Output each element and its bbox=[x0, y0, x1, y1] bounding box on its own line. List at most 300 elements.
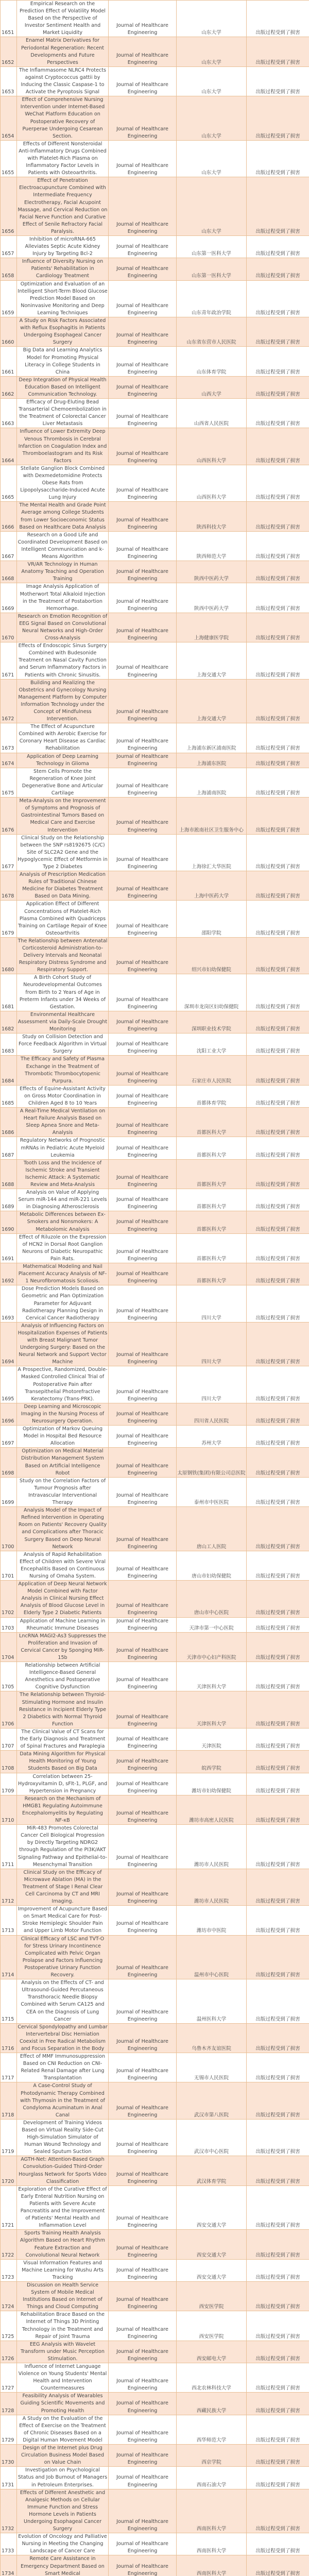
row-number: 1689 bbox=[1, 1189, 17, 1211]
table-row bbox=[1, 1728, 309, 1750]
institution: 潍坊市高密人民医院 bbox=[177, 1795, 247, 1824]
journal-name: Journal of Healthcare Engineering bbox=[109, 1632, 177, 1662]
retraction-status: 出版过程受到了损害 bbox=[247, 2185, 309, 2230]
institution: 绍兴市妇幼保健院 bbox=[177, 937, 247, 974]
institution: 陕西科技大学 bbox=[177, 502, 247, 531]
row-number: 1667 bbox=[1, 531, 17, 561]
journal-name: Journal of Healthcare Engineering bbox=[109, 96, 177, 141]
paper-title: Effect of Riluzole on the Expression of HCN2 in Dorsal Root Ganglion Neurons of Diabetic Neuropathic Pain Rats. bbox=[17, 1233, 109, 1263]
row-number: 1716 bbox=[1, 2023, 17, 2053]
institution: 首都医科大学 bbox=[177, 1211, 247, 1233]
retraction-status: 出版过程受到了损害 bbox=[247, 1773, 309, 1795]
institution: 上海浦东医院 bbox=[177, 753, 247, 768]
paper-title: Empirical Research on the Prediction Effect of Volatility Model Based on the Perspective of Investor Sentiment Health and Market Liquidity bbox=[17, 1, 109, 37]
journal-name: Journal of Healthcare Engineering bbox=[109, 502, 177, 531]
table-row bbox=[1, 2489, 309, 2533]
institution: 西南石油大学 bbox=[177, 2467, 247, 2489]
paper-title: VR/AR Technology in Human Anatomy Teaching and Operation Training bbox=[17, 561, 109, 583]
retraction-status: 出版过程受到了损害 bbox=[247, 1211, 309, 1233]
table-row bbox=[1, 1403, 309, 1425]
journal-name: Journal of Healthcare Engineering bbox=[109, 177, 177, 236]
row-number: 1663 bbox=[1, 399, 17, 428]
journal-name: Journal of Healthcare Engineering bbox=[109, 1426, 177, 1448]
row-number: 1724 bbox=[1, 2281, 17, 2311]
table-row bbox=[1, 280, 309, 317]
row-number: 1723 bbox=[1, 2259, 17, 2281]
journal-name: Journal of Healthcare Engineering bbox=[109, 1366, 177, 1403]
journal-name: Journal of Healthcare Engineering bbox=[109, 1581, 177, 1617]
institution: 沈阳工业大学 bbox=[177, 1033, 247, 1056]
retraction-status: 出版过程受到了损害 bbox=[247, 1477, 309, 1506]
institution: 山东大学 bbox=[177, 140, 247, 177]
retraction-status: 出版过程受到了损害 bbox=[247, 1189, 309, 1211]
retraction-status: 出版过程受到了损害 bbox=[247, 376, 309, 398]
retraction-status: 出版过程受到了损害 bbox=[247, 753, 309, 768]
paper-title: The Relationship between Thyroid-Stimulating Hormone and Insulin Resistance in Incipient Elderly Type 2 Diabetics with Normal Thyroid Function bbox=[17, 1691, 109, 1728]
row-number: 1719 bbox=[1, 2119, 17, 2156]
retraction-status: 出版过程受到了损害 bbox=[247, 66, 309, 96]
journal-name: Journal of Healthcare Engineering bbox=[109, 798, 177, 834]
paper-title: Image Analysis Application of Motherwort Total Alkaloid Injection in the Treatment of Postabortion Hemorrhage. bbox=[17, 583, 109, 613]
table-row bbox=[1, 1159, 309, 1189]
table-row bbox=[1, 1906, 309, 1935]
institution: 深圳市龙岗区妇幼保健院 bbox=[177, 974, 247, 1011]
paper-title: Optimization and Evaluation of an Intelligent Short-Term Blood Glucose Prediction Model Based on Noninvasive Monitoring and Deep Learning Techniques bbox=[17, 280, 109, 317]
retraction-status: 出版过程受到了损害 bbox=[247, 2156, 309, 2185]
row-number: 1693 bbox=[1, 1285, 17, 1322]
table-row bbox=[1, 2185, 309, 2230]
institution: 石家庄市人民医院 bbox=[177, 1056, 247, 1085]
row-number: 1687 bbox=[1, 1137, 17, 1159]
table-row bbox=[1, 1448, 309, 1477]
table-row bbox=[1, 502, 309, 531]
row-number: 1727 bbox=[1, 2363, 17, 2393]
journal-name: Journal of Healthcare Engineering bbox=[109, 2230, 177, 2259]
table-row bbox=[1, 901, 309, 937]
journal-name: Journal of Healthcare Engineering bbox=[109, 66, 177, 96]
journal-name: Journal of Healthcare Engineering bbox=[109, 1551, 177, 1580]
institution: 山东第一医科大学 bbox=[177, 258, 247, 280]
paper-title: Analysis on Value of Applying Serum miR-144 and miR-221 Levels in Diagnosing Atherosclerosis bbox=[17, 1189, 109, 1211]
institution: 陕西中医药大学 bbox=[177, 561, 247, 583]
institution: 武汉市第八医院 bbox=[177, 2082, 247, 2119]
retraction-status: 出版过程受到了损害 bbox=[247, 317, 309, 347]
retraction-status: 出版过程受到了损害 bbox=[247, 2415, 309, 2444]
retraction-status: 出版过程受到了损害 bbox=[247, 901, 309, 937]
table-row bbox=[1, 834, 309, 871]
table-row bbox=[1, 1551, 309, 1580]
row-number: 1685 bbox=[1, 1085, 17, 1107]
institution: 山西医科大学 bbox=[177, 428, 247, 465]
row-number: 1712 bbox=[1, 1869, 17, 1905]
journal-name: Journal of Healthcare Engineering bbox=[109, 1108, 177, 1137]
retraction-status: 出版过程受到了损害 bbox=[247, 1033, 309, 1056]
institution: 泰州市中医医院 bbox=[177, 1477, 247, 1506]
journal-name: Journal of Healthcare Engineering bbox=[109, 2489, 177, 2533]
table-row bbox=[1, 2415, 309, 2444]
retraction-status: 出版过程受到了损害 bbox=[247, 2393, 309, 2415]
institution: 山东第一医科大学 bbox=[177, 236, 247, 258]
paper-title: Relationship between Artificial Intelligence-Based General Anesthetics and Postoperative Cognitive Dysfunction bbox=[17, 1662, 109, 1691]
institution: 武汉体育学院 bbox=[177, 2156, 247, 2185]
row-number: 1698 bbox=[1, 1448, 17, 1477]
paper-title: Application of Deep Learning Technology in Glioma bbox=[17, 753, 109, 768]
row-number: 1659 bbox=[1, 280, 17, 317]
retraction-status: 出版过程受到了损害 bbox=[247, 1263, 309, 1285]
table-row bbox=[1, 37, 309, 66]
institution: 西京学院 bbox=[177, 2445, 247, 2467]
journal-name: Journal of Healthcare Engineering bbox=[109, 1, 177, 37]
row-number: 1656 bbox=[1, 177, 17, 236]
institution: 四川大学 bbox=[177, 1322, 247, 1366]
table-row bbox=[1, 1366, 309, 1403]
table-row bbox=[1, 1033, 309, 1056]
row-number: 1733 bbox=[1, 2533, 17, 2555]
table-row bbox=[1, 768, 309, 797]
paper-title: Environmental Healthcare Assessment via Daily-Scale Drought Monitoring bbox=[17, 1011, 109, 1033]
retraction-status: 出版过程受到了损害 bbox=[247, 399, 309, 428]
table-row bbox=[1, 2156, 309, 2185]
paper-title: Cervical Spondylopathy and Lumbar Intervertebral Disc Herniation Coexist in Free Radical Metabolism and Focus Separation in the Body bbox=[17, 2023, 109, 2053]
row-number: 1655 bbox=[1, 140, 17, 177]
table-row bbox=[1, 1085, 309, 1107]
row-number: 1709 bbox=[1, 1773, 17, 1795]
row-number: 1706 bbox=[1, 1691, 17, 1728]
paper-title: Clinical Efficacy of LSC and TVT-O for Stress Urinary Incontinence Complicated with Pelvic Organ Prolapse and Factors Influencing Postoperative Urinary Function Recovery. bbox=[17, 1935, 109, 1979]
retraction-status: 出版过程受到了损害 bbox=[247, 1159, 309, 1189]
row-number: 1718 bbox=[1, 2082, 17, 2119]
paper-title: Effects of Endoscopic Sinus Surgery Combined with Budesonide Treatment on Nasal Cavity Function and Serum Inflammatory Factors in Patients with Chronic Sinusitis. bbox=[17, 642, 109, 679]
paper-title: Optimization on Medical Material Distribution Management System Based on Artificial Intelligence Robot bbox=[17, 1448, 109, 1477]
row-number: 1722 bbox=[1, 2230, 17, 2259]
paper-title: Application of Deep Neural Network Model Combined with Factor Analysis in Clinical Nursing Effect Analysis of Blood Glucose Level in Elderly Type 2 Diabetic Patients bbox=[17, 1581, 109, 1617]
institution: 上海市淞南社区卫生服务中心 bbox=[177, 798, 247, 834]
journal-name: Journal of Healthcare Engineering bbox=[109, 258, 177, 280]
journal-name: Journal of Healthcare Engineering bbox=[109, 1403, 177, 1425]
retraction-status: 出版过程受到了损害 bbox=[247, 2363, 309, 2393]
row-number: 1711 bbox=[1, 1825, 17, 1869]
retraction-status: 出版过程受到了损害 bbox=[247, 2281, 309, 2311]
table-row bbox=[1, 561, 309, 583]
row-number: 1672 bbox=[1, 679, 17, 723]
row-number: 1694 bbox=[1, 1322, 17, 1366]
retraction-status: 出版过程受到了损害 bbox=[247, 2023, 309, 2053]
paper-title: Rehabilitation Brace Based on the Internet of Things 3D Printing Technology in the Treatment and Repair of Joint Trauma bbox=[17, 2311, 109, 2341]
paper-title: Study on Collision Detection and Force Feedback Algorithm in Virtual Surgery bbox=[17, 1033, 109, 1056]
paper-title: MiR-483 Promotes Colorectal Cancer Cell Biological Progression by Directly Targeting NDRG2 through Regulation of the PI3K/AKT Signaling Pathway and Epithelial-to-Mesenchymal Transition bbox=[17, 1825, 109, 1869]
journal-name: Journal of Healthcare Engineering bbox=[109, 428, 177, 465]
row-number: 1731 bbox=[1, 2467, 17, 2489]
paper-title: Mathematical Modeling and Nail Placement Accuracy Analysis of NF-1 Neurofibromatosis Scoliosis. bbox=[17, 1263, 109, 1285]
retraction-status: 出版过程受到了损害 bbox=[247, 1935, 309, 1979]
table-row bbox=[1, 1137, 309, 1159]
table-row bbox=[1, 1773, 309, 1795]
journal-name: Journal of Healthcare Engineering bbox=[109, 561, 177, 583]
journal-name: Journal of Healthcare Engineering bbox=[109, 1033, 177, 1056]
institution: 潍坊市妇幼保健院 bbox=[177, 1773, 247, 1795]
row-number: 1665 bbox=[1, 465, 17, 501]
paper-title: Remote Care Assistance in Emergency Department Based on Smart Medical bbox=[17, 2555, 109, 2576]
journal-name: Journal of Healthcare Engineering bbox=[109, 1979, 177, 2024]
retraction-status: 出版过程受到了损害 bbox=[247, 37, 309, 66]
retraction-status: 出版过程受到了损害 bbox=[247, 2082, 309, 2119]
paper-title: A Case-Control Study of Photodynamic Therapy Combined with Thymosin in the Treatment of Condyloma Acuminatum in Anal Canal bbox=[17, 2082, 109, 2119]
paper-title: Influence of Internet Language Violence on Young Students' Mental Health and Intervention Countermeasures bbox=[17, 2363, 109, 2393]
row-number: 1658 bbox=[1, 258, 17, 280]
retraction-status: 出版过程受到了损害 bbox=[247, 834, 309, 871]
paper-title: Clinical Study on the Efficacy of Microwave Ablation (MA) in the Treatment of Stage I Renal Clear Cell Carcinoma by CT and MRI Imaging. bbox=[17, 1869, 109, 1905]
paper-title: Deep Integration of Physical Health Education Based on Intelligent Communication Technology. bbox=[17, 376, 109, 398]
retraction-status: 出版过程受到了损害 bbox=[247, 798, 309, 834]
paper-title: Analysis of Rapid Rehabilitation Effect of Children with Severe Viral Encephalitis Based on Continuous Nursing of Omaha System. bbox=[17, 1551, 109, 1580]
table-row bbox=[1, 1581, 309, 1617]
retraction-status: 出版过程受到了损害 bbox=[247, 177, 309, 236]
row-number: 1668 bbox=[1, 561, 17, 583]
table-row bbox=[1, 613, 309, 642]
journal-name: Journal of Healthcare Engineering bbox=[109, 531, 177, 561]
paper-title: Enamel Matrix Derivatives for Periodontal Regeneration: Recent Developments and Future Perspectives bbox=[17, 37, 109, 66]
retraction-status: 出版过程受到了损害 bbox=[247, 1233, 309, 1263]
institution: 首都体育学院 bbox=[177, 1085, 247, 1107]
paper-title: Analysis of Influencing Factors on Hospitalization Expenses of Patients with Breast Malignant Tumor Undergoing Surgery: Based on the Neural Network and Support Vector Machine bbox=[17, 1322, 109, 1366]
paper-title: Design of the Internet plus Drug Circulation Business Model Based on Value Chain bbox=[17, 2445, 109, 2467]
institution: 上海浦东新区浦南医院 bbox=[177, 723, 247, 753]
paper-title: Influence of Lower Extremity Deep Venous Thrombosis in Cerebral Infarction on Coagulation Index and Thromboelastogram and Its Risk Factors bbox=[17, 428, 109, 465]
paper-title: Metabolic Differences between Ex-Smokers and Nonsmokers: A Metabolomic Analysis bbox=[17, 1211, 109, 1233]
institution: 唐山市中心医院 bbox=[177, 1581, 247, 1617]
journal-name: Journal of Healthcare Engineering bbox=[109, 1085, 177, 1107]
retraction-status: 出版过程受到了损害 bbox=[247, 974, 309, 1011]
institution: 山西大学 bbox=[177, 376, 247, 398]
institution: 天津市第一中心医院 bbox=[177, 1617, 247, 1632]
institution: 西南医科大学 bbox=[177, 2555, 247, 2576]
row-number: 1664 bbox=[1, 428, 17, 465]
journal-name: Journal of Healthcare Engineering bbox=[109, 1662, 177, 1691]
journal-name: Journal of Healthcare Engineering bbox=[109, 2363, 177, 2393]
table-row bbox=[1, 96, 309, 141]
institution: 西安交通大学 bbox=[177, 2185, 247, 2230]
institution: 西安邮电大学 bbox=[177, 2341, 247, 2363]
retraction-status: 出版过程受到了损害 bbox=[247, 1825, 309, 1869]
journal-name: Journal of Healthcare Engineering bbox=[109, 1137, 177, 1159]
paper-title: Discussion on Health Service System of Mobile Medical Institutions Based on Internet of Things and Cloud Computing bbox=[17, 2281, 109, 2311]
paper-title: Feasibility Analysis of Wearables Guiding Scientific Movements and Promoting Health bbox=[17, 2393, 109, 2415]
journal-name: Journal of Healthcare Engineering bbox=[109, 1159, 177, 1189]
institution: 山东体育学院 bbox=[177, 347, 247, 376]
retraction-status: 出版过程受到了损害 bbox=[247, 347, 309, 376]
journal-name: Journal of Healthcare Engineering bbox=[109, 1869, 177, 1905]
retraction-status: 出版过程受到了损害 bbox=[247, 1581, 309, 1617]
journal-name: Journal of Healthcare Engineering bbox=[109, 2259, 177, 2281]
table-row bbox=[1, 376, 309, 398]
retraction-status: 出版过程受到了损害 bbox=[247, 1551, 309, 1580]
paper-title: Effects of Equine-Assistant Activity on Gross Motor Coordination in Children Aged 8 to 10 Years bbox=[17, 1085, 109, 1107]
paper-title: Investigation on Psychological Status and Job Burnout of Managers in Petroleum Enterprises. bbox=[17, 2467, 109, 2489]
retraction-status: 出版过程受到了损害 bbox=[247, 1751, 309, 1773]
table-row bbox=[1, 1, 309, 37]
retraction-status: 出版过程受到了损害 bbox=[247, 428, 309, 465]
retraction-status: 出版过程受到了损害 bbox=[247, 1507, 309, 1551]
institution: 山东青年政治学院 bbox=[177, 280, 247, 317]
journal-name: Journal of Healthcare Engineering bbox=[109, 1263, 177, 1285]
paper-title: The Mental Health and Grade Point Average among College Students from Lower Socioeconomic Status Based on Healthcare Data Analysis bbox=[17, 502, 109, 531]
row-number: 1732 bbox=[1, 2489, 17, 2533]
institution: 上海交通大学 bbox=[177, 679, 247, 723]
retraction-status: 出版过程受到了损害 bbox=[247, 2555, 309, 2576]
institution: 西南医科大学 bbox=[177, 2489, 247, 2533]
journal-name: Journal of Healthcare Engineering bbox=[109, 613, 177, 642]
journal-name: Journal of Healthcare Engineering bbox=[109, 2467, 177, 2489]
paper-title: Analysis on the Effects of CT- and Ultrasound-Guided Percutaneous Transthoracic Needle Biopsy Combined with Serum CA125 and CEA on the Diagnosis of Lung Cancer bbox=[17, 1979, 109, 2024]
table-row bbox=[1, 428, 309, 465]
row-number: 1688 bbox=[1, 1159, 17, 1189]
table-row bbox=[1, 1632, 309, 1662]
paper-title: Effect of Comprehensive Nursing Intervention under Internet-Based WeChat Platform Education on Postoperative Recovery of Puerperae Undergoing Cesarean Section. bbox=[17, 96, 109, 141]
institution: 天津市中心妇产科医院 bbox=[177, 1632, 247, 1662]
table-row bbox=[1, 317, 309, 347]
row-number: 1713 bbox=[1, 1906, 17, 1935]
retraction-status: 出版过程受到了损害 bbox=[247, 1366, 309, 1403]
retraction-status: 出版过程受到了损害 bbox=[247, 1011, 309, 1033]
table-row bbox=[1, 1211, 309, 1233]
table-row bbox=[1, 140, 309, 177]
paper-title: Influence of Diversity Nursing on Patients' Rehabilitation in Cardiology Treatment bbox=[17, 258, 109, 280]
institution: 山东大学 bbox=[177, 177, 247, 236]
retraction-status: 出版过程受到了损害 bbox=[247, 1869, 309, 1905]
journal-name: Journal of Healthcare Engineering bbox=[109, 236, 177, 258]
journal-name: Journal of Healthcare Engineering bbox=[109, 871, 177, 901]
institution: 潍坊市中医院 bbox=[177, 1906, 247, 1935]
journal-name: Journal of Healthcare Engineering bbox=[109, 1751, 177, 1773]
table-row bbox=[1, 2393, 309, 2415]
row-number: 1701 bbox=[1, 1551, 17, 1580]
row-number: 1660 bbox=[1, 317, 17, 347]
institution: 天津医科大学 bbox=[177, 1662, 247, 1691]
paper-title: The Efficacy and Safety of Plasma Exchange in the Treatment of Thrombotic Thrombocytopenic Purpura. bbox=[17, 1056, 109, 1085]
retraction-status: 出版过程受到了损害 bbox=[247, 1906, 309, 1935]
table-row bbox=[1, 798, 309, 834]
journal-name: Journal of Healthcare Engineering bbox=[109, 2445, 177, 2467]
paper-title: Analysis of Prescription Medication Rules of Traditional Chinese Medicine for Diabetes Treatment Based on Data Mining. bbox=[17, 871, 109, 901]
paper-title: Regulatory Networks of Prognostic mRNAs in Pediatric Acute Myeloid Leukemia bbox=[17, 1137, 109, 1159]
paper-title: A Study on Risk Factors Associated with Reflux Esophagitis in Patients Undergoing Esophageal Cancer Surgery bbox=[17, 317, 109, 347]
retraction-status: 出版过程受到了损害 bbox=[247, 2341, 309, 2363]
retraction-status: 出版过程受到了损害 bbox=[247, 531, 309, 561]
row-number: 1728 bbox=[1, 2393, 17, 2415]
journal-name: Journal of Healthcare Engineering bbox=[109, 280, 177, 317]
journal-name: Journal of Healthcare Engineering bbox=[109, 1233, 177, 1263]
table-row bbox=[1, 2555, 309, 2576]
retraction-status: 出版过程受到了损害 bbox=[247, 1056, 309, 1085]
journal-name: Journal of Healthcare Engineering bbox=[109, 140, 177, 177]
institution: 首都医科大学 bbox=[177, 1233, 247, 1263]
paper-title: Efficacy of Drug-Eluting Bead Transarterial Chemoembolization in the Treatment of Colorectal Cancer Liver Metastasis bbox=[17, 399, 109, 428]
paper-title: A Study on the Evaluation of the Effect of Exercise on the Treatment of Chronic Diseases Based on a Digital Human Movement Model bbox=[17, 2415, 109, 2444]
journal-name: Journal of Healthcare Engineering bbox=[109, 768, 177, 797]
paper-title: A Prospective, Randomized, Double-Masked Controlled Clinical Trial of Postoperative Pain after Transepithelial Photorefractive Keratectomy (Trans-PRK). bbox=[17, 1366, 109, 1403]
paper-title: Effect of Penetration Electroacupuncture Combined with Intermediate Frequency Electrotherapy, Facial Acupoint Massage, and Cervical Reduction on Facial Nerve Function and Curative Effect of Senile Refractory Facial Paralysis. bbox=[17, 177, 109, 236]
journal-name: Journal of Healthcare Engineering bbox=[109, 1056, 177, 1085]
row-number: 1671 bbox=[1, 642, 17, 679]
paper-title: Development of Training Videos Based on Virtual Reality Side-Cut High-Simulation Simulator of Human Wound Technology and Sealed Sputum Suction bbox=[17, 2119, 109, 2156]
row-number: 1699 bbox=[1, 1477, 17, 1506]
row-number: 1721 bbox=[1, 2185, 17, 2230]
paper-title: Clinical Study on the Relationship between the SNP rs8192675 (C/C) Site of SLC2A2 Gene and the Hypoglycemic Effect of Metformin in Type 2 Diabetes bbox=[17, 834, 109, 871]
paper-title: Deep Learning and Microscopic Imaging in the Nursing Process of Neurosurgery Operation. bbox=[17, 1403, 109, 1425]
institution: 首都医科大学 bbox=[177, 1137, 247, 1159]
paper-title: Research on Emotion Recognition of EEG Signal Based on Convolutional Neural Networks and High-Order Cross-Analysis bbox=[17, 613, 109, 642]
paper-title: Application Effect of Different Concentrations of Platelet-Rich Plasma Combined with Quadriceps Training on Cartilage Repair of Knee Osteoarthritis bbox=[17, 901, 109, 937]
table-row bbox=[1, 2230, 309, 2259]
table-row bbox=[1, 2311, 309, 2341]
table-row bbox=[1, 679, 309, 723]
paper-title: Exploration of the Curative Effect of Early Enteral Nutrition Nursing on Patients with Severe Acute Pancreatitis and the Improvement of Patients' Mental Health and Inflammation Level bbox=[17, 2185, 109, 2230]
retraction-status: 出版过程受到了损害 bbox=[247, 1137, 309, 1159]
row-number: 1686 bbox=[1, 1108, 17, 1137]
table-row bbox=[1, 2467, 309, 2489]
table-row bbox=[1, 2119, 309, 2156]
row-number: 1657 bbox=[1, 236, 17, 258]
row-number: 1669 bbox=[1, 583, 17, 613]
paper-title: Research on the Mechanism of HMGB1 Regulating Autoimmune Encephalomyelitis by Regulating NF-κB bbox=[17, 1795, 109, 1824]
institution: 深圳职业技术学院 bbox=[177, 1011, 247, 1033]
institution: 陕西中医药大学 bbox=[177, 583, 247, 613]
institution: 天津医院 bbox=[177, 1728, 247, 1750]
retraction-status: 出版过程受到了损害 bbox=[247, 502, 309, 531]
table-row bbox=[1, 2082, 309, 2119]
table-row bbox=[1, 1825, 309, 1869]
row-number: 1715 bbox=[1, 1979, 17, 2024]
institution: 温州市中心医院 bbox=[177, 1935, 247, 1979]
table-row bbox=[1, 66, 309, 96]
journal-name: Journal of Healthcare Engineering bbox=[109, 465, 177, 501]
row-number: 1720 bbox=[1, 2156, 17, 2185]
table-row bbox=[1, 2341, 309, 2363]
retraction-status: 出版过程受到了损害 bbox=[247, 140, 309, 177]
paper-title: The Inflammasome NLRC4 Protects against Cryptococcus gattii by Inducing the Classic Caspase-1 to Activate the Pyroptosis Signal bbox=[17, 66, 109, 96]
table-row bbox=[1, 1108, 309, 1137]
row-number: 1675 bbox=[1, 768, 17, 797]
table-row bbox=[1, 974, 309, 1011]
paper-title: Analysis Model of the Impact of Refined Intervention in Operating Room on Patients' Recovery Quality and Complications after Thoracic Surgery Based on Deep Neural Network bbox=[17, 1507, 109, 1551]
paper-title: The Effect of Acupuncture Combined with Aerobic Exercise for Coronary Heart Disease as Cardiac Rehabilitation bbox=[17, 723, 109, 753]
paper-title: Tooth Loss and the Incidence of Ischemic Stroke and Transient Ischemic Attack: A Systematic Review and Meta-Analysis bbox=[17, 1159, 109, 1189]
table-row bbox=[1, 1691, 309, 1728]
row-number: 1678 bbox=[1, 871, 17, 901]
row-number: 1666 bbox=[1, 502, 17, 531]
row-number: 1651 bbox=[1, 1, 17, 37]
table-row bbox=[1, 177, 309, 236]
institution: 潍坊市人民医院 bbox=[177, 1869, 247, 1905]
institution: 山东省东营市人民医院 bbox=[177, 317, 247, 347]
institution: 西华师范大学 bbox=[177, 2415, 247, 2444]
retraction-status: 出版过程受到了损害 bbox=[247, 613, 309, 642]
table-row bbox=[1, 347, 309, 376]
paper-title: Stellate Ganglion Block Combined with Dexmedetomidine Protects Obese Rats from Lipopolysaccharide-Induced Acute Lung Injury bbox=[17, 465, 109, 501]
journal-name: Journal of Healthcare Engineering bbox=[109, 642, 177, 679]
journal-name: Journal of Healthcare Engineering bbox=[109, 1477, 177, 1506]
journal-name: Journal of Healthcare Engineering bbox=[109, 1285, 177, 1322]
institution: 太原钢铁(集团)有限公司总医院 bbox=[177, 1448, 247, 1477]
row-number: 1703 bbox=[1, 1617, 17, 1632]
paper-title: AGTH-Net: Attention-Based Graph Convolution-Guided Third-Order Hourglass Network for Sports Video Classification bbox=[17, 2156, 109, 2185]
journal-name: Journal of Healthcare Engineering bbox=[109, 2023, 177, 2053]
institution: 武汉市中心医院 bbox=[177, 2119, 247, 2156]
retraction-status: 出版过程受到了损害 bbox=[247, 2467, 309, 2489]
journal-name: Journal of Healthcare Engineering bbox=[109, 2281, 177, 2311]
journal-name: Journal of Healthcare Engineering bbox=[109, 2555, 177, 2576]
table-row bbox=[1, 1263, 309, 1285]
